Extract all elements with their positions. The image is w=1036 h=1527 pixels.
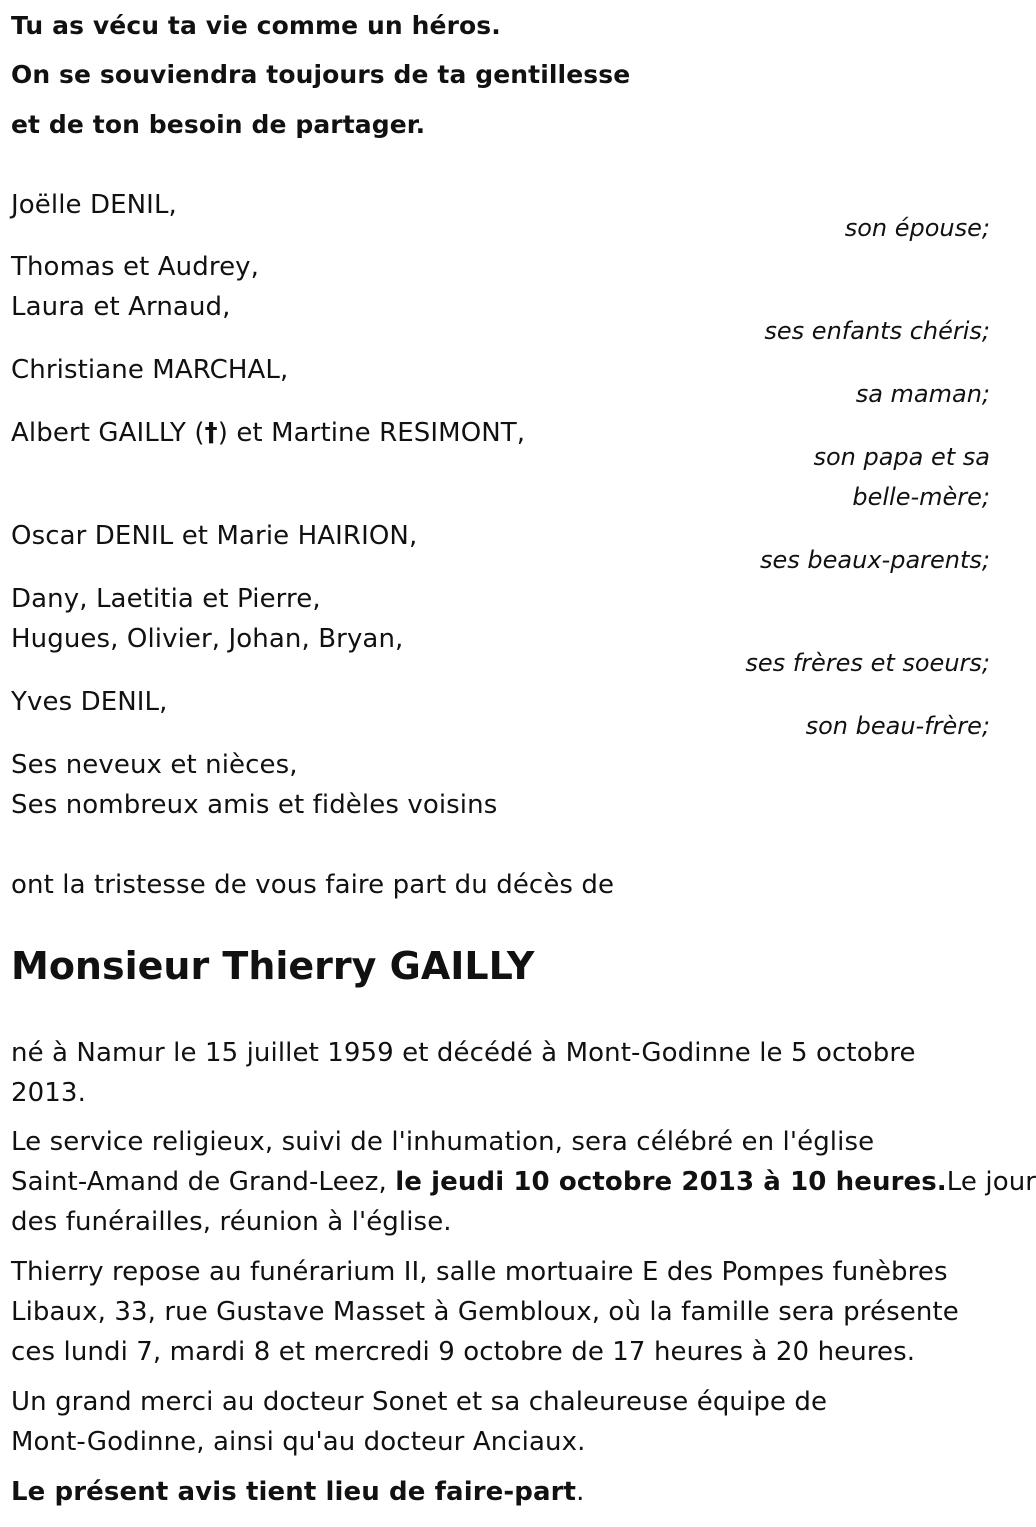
family-father: [11, 413, 525, 453]
role-parents-in-law: ses beaux-parents;: [760, 546, 990, 574]
family-siblings-1: Dany, Laetitia et Pierre,: [11, 584, 321, 614]
closing-bold: Le présent avis tient lieu de faire-part: [11, 1477, 577, 1507]
family-nephews: Ses neveux et nièces,: [11, 750, 298, 780]
service-date: le jeudi 10 octobre 2013 à 10 heures.: [395, 1167, 947, 1197]
role-father-line-2: belle-mère;: [852, 483, 990, 511]
closing-period: .: [576, 1477, 585, 1507]
family-child-2: Laura et Arnaud,: [11, 292, 231, 322]
deceased-name: Monsieur Thierry GAILLY: [11, 944, 535, 988]
closing-notice: [11, 1472, 584, 1512]
deceased-cross: (†): [194, 418, 228, 448]
epigraph-line-1: Tu as vécu ta vie comme un héros.: [11, 11, 501, 40]
family-friends: Ses nombreux amis et fidèles voisins: [11, 790, 498, 820]
role-children: ses enfants chéris;: [764, 317, 990, 345]
family-siblings-2: Hugues, Olivier, Johan, Bryan,: [11, 624, 404, 654]
father-rest: et Martine RESIMONT,: [236, 418, 526, 448]
birth-death-line-2: 2013.: [11, 1078, 86, 1108]
service-line-2: [11, 1162, 1036, 1202]
service-line-3: des funérailles, réunion à l'église.: [11, 1207, 452, 1237]
role-siblings: ses frères et soeurs;: [745, 649, 990, 677]
family-spouse: Joëlle DENIL,: [11, 190, 177, 220]
family-brother-in-law: Yves DENIL,: [11, 687, 168, 717]
repose-line-1: Thierry repose au funérarium II, salle mortuaire E des Pompes funèbres: [11, 1257, 948, 1287]
birth-death-line-1: né à Namur le 15 juillet 1959 et décédé à Mont-Godinne le 5 octobre: [11, 1038, 916, 1068]
thanks-line-2: Mont-Godinne, ainsi qu'au docteur Anciaux.: [11, 1427, 586, 1457]
repose-line-2: Libaux, 33, rue Gustave Masset à Gembloux, où la famille sera présente: [11, 1297, 959, 1327]
family-parents-in-law: Oscar DENIL et Marie HAIRION,: [11, 521, 418, 551]
epigraph-line-2: On se souviendra toujours de ta gentillesse: [11, 60, 631, 89]
role-brother-in-law: son beau-frère;: [805, 712, 990, 740]
service-line-2-end: Le jour: [946, 1167, 1036, 1197]
role-father-line-1: son papa et sa: [813, 443, 990, 471]
thanks-line-1: Un grand merci au docteur Sonet et sa chaleureuse équipe de: [11, 1387, 828, 1417]
repose-line-3: ces lundi 7, mardi 8 et mercredi 9 octobre de 17 heures à 20 heures.: [11, 1337, 916, 1367]
father-name: Albert GAILLY: [11, 418, 186, 448]
role-mother: sa maman;: [855, 380, 990, 408]
cross-icon: †: [204, 418, 218, 448]
service-location: Saint-Amand de Grand-Leez,: [11, 1167, 396, 1197]
service-line-1: Le service religieux, suivi de l'inhumation, sera célébré en l'église: [11, 1127, 875, 1157]
role-spouse: son épouse;: [844, 214, 990, 242]
family-child-1: Thomas et Audrey,: [11, 252, 260, 282]
announcement-text: ont la tristesse de vous faire part du décès de: [11, 870, 615, 900]
epigraph-line-3: et de ton besoin de partager.: [11, 110, 426, 139]
family-mother: Christiane MARCHAL,: [11, 355, 289, 385]
